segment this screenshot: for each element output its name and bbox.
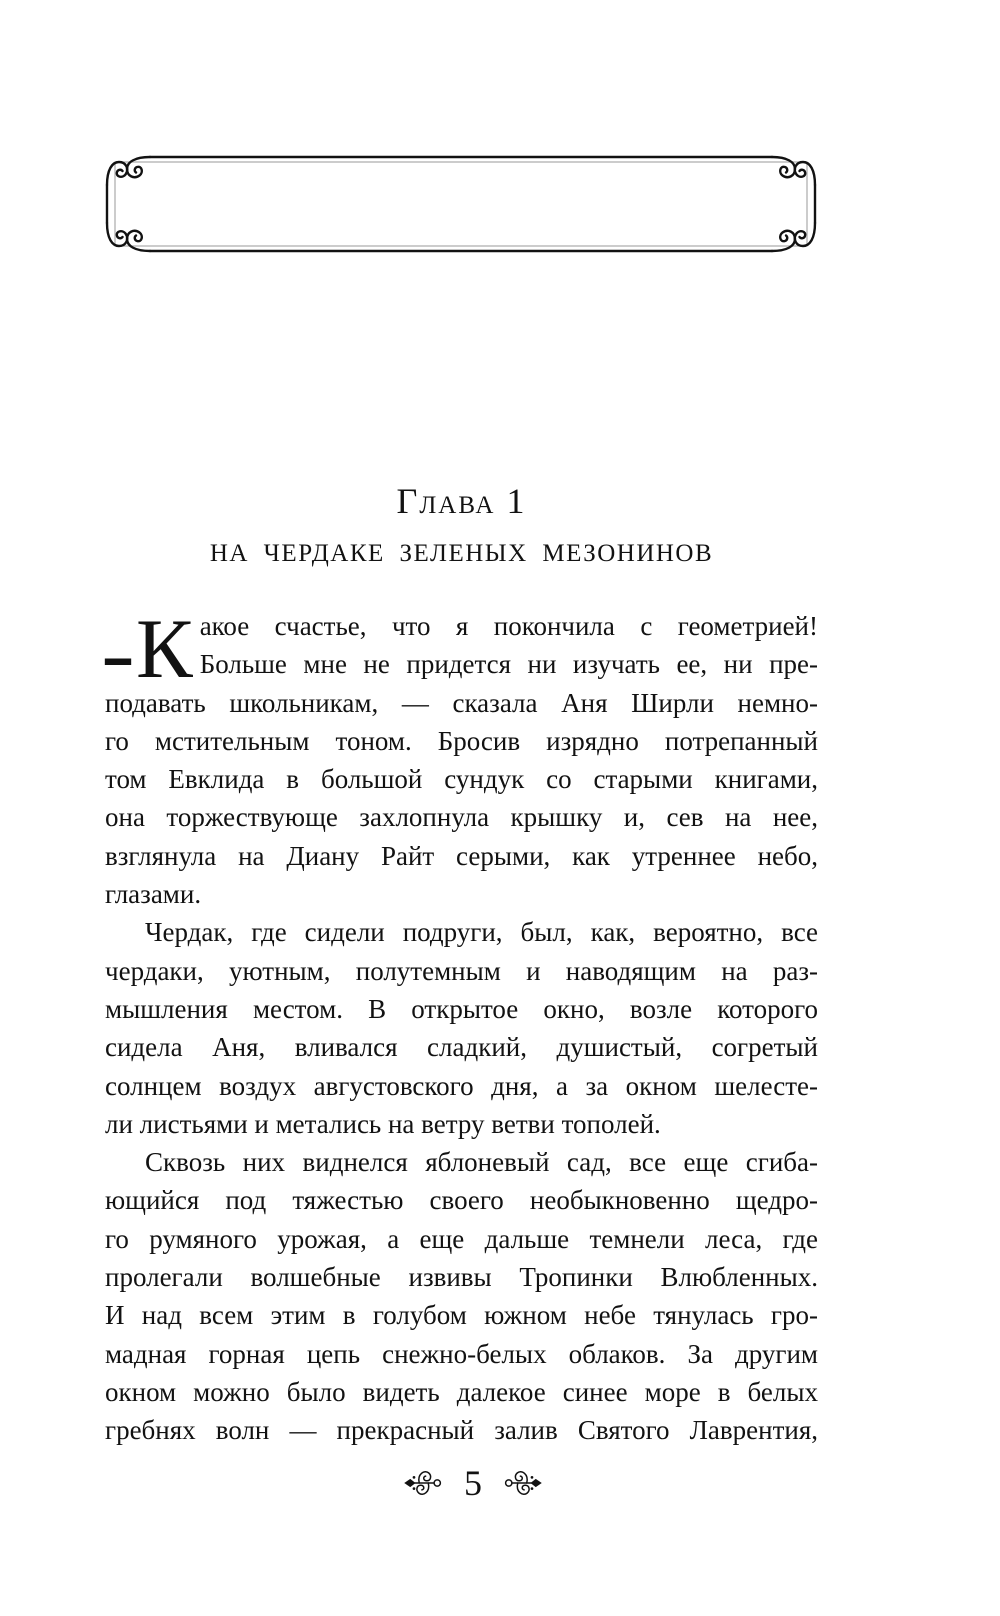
page-footer xyxy=(402,1462,544,1504)
body-line: Чердак, где сидели подруги, был, как, вероятно, все xyxy=(145,917,818,948)
body-line: го мстительным тоном. Бросив изрядно потрепанный xyxy=(105,725,818,756)
body-line: чердаки, уютным, полутемным и наводящим на раз- xyxy=(105,955,818,986)
body-line: окном можно было видеть далекое синее море в белых xyxy=(105,1376,818,1407)
body-line: она торжествующе захлопнула крышку и, сев на нее, xyxy=(105,802,818,833)
body-line: ли листьями и метались на ветру ветви тополей. xyxy=(105,1108,661,1139)
body-line: пролегали волшебные извивы Тропинки Влюбленных. xyxy=(105,1262,818,1293)
dropcap xyxy=(105,577,193,722)
body-line: глазами. xyxy=(105,879,202,910)
body-line: го румяного урожая, а еще дальше темнели леса, где xyxy=(105,1223,818,1254)
fleuron-left-icon xyxy=(402,1466,444,1500)
body-line: гребнях волн — прекрасный залив Святого Лаврентия, xyxy=(105,1415,818,1446)
body-text xyxy=(105,577,818,1450)
chapter-title: НА ЧЕРДАКЕ ЗЕЛЕНЫХ МЕЗОНИНОВ xyxy=(209,540,714,567)
body-line: сидела Аня, вливался сладкий, душистый, согретый xyxy=(105,1032,818,1063)
dropcap-letter: К xyxy=(136,602,193,696)
paragraph-lines xyxy=(105,913,818,1143)
body-line: мадная горная цепь снежно-белых облаков. За другим xyxy=(105,1338,818,1369)
body-line: ющийся под тяжестью своего необыкновенно щедро- xyxy=(105,1185,818,1216)
dialogue-dash: — xyxy=(105,577,131,722)
body-line: акое счастье, что я покончила с геометрией! xyxy=(199,611,818,641)
paragraph-lines xyxy=(105,602,818,913)
body-line: Сквозь них виднелся яблоневый сад, все еще сгиба- xyxy=(145,1147,818,1178)
body-line: взглянула на Диану Райт серыми, как утреннее небо, xyxy=(105,840,818,871)
body-line: том Евклида в большой сундук со старыми книгами, xyxy=(105,764,818,795)
body-line: Больше мне не придется ни изучать ее, ни пре- xyxy=(199,649,818,680)
body-line: солнцем воздух августовского дня, а за окном шелесте- xyxy=(105,1070,818,1101)
fleuron-right-icon xyxy=(502,1466,544,1500)
opening-paragraph xyxy=(105,577,818,913)
attic-paragraph xyxy=(105,913,818,1143)
page-number: 5 xyxy=(464,1463,482,1503)
body-line: И над всем этим в голубом южном небе тянулась гро- xyxy=(105,1300,818,1331)
chapter-label: Глава 1 xyxy=(396,481,527,521)
orchard-paragraph xyxy=(105,1143,818,1449)
ornamental-frame-icon xyxy=(100,151,822,257)
body-line: мышления местом. В открытое окно, возле которого xyxy=(105,993,818,1024)
paragraph-lines xyxy=(105,1143,818,1449)
body-line: подавать школьникам, — сказала Аня Ширли немно- xyxy=(105,687,818,718)
